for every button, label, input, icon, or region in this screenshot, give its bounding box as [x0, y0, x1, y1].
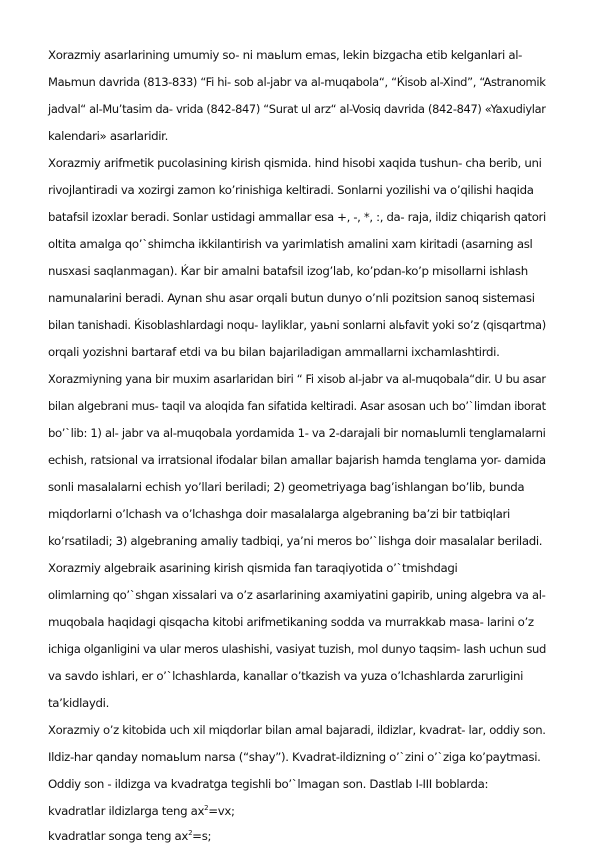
formula-text: =s;	[192, 829, 212, 843]
text-line: miqdorlarni o’lchash va o’lchashga doir masalalarga algebraning ba’zi bir tatbiqlari	[48, 507, 510, 521]
formula-line	[48, 829, 211, 843]
text-line: Xorazmiyning yana bir muxim asarlaridan biri “ Fi xisob al-jabr va al-muqobala“dir. U bu asar	[48, 372, 546, 386]
text-line: jadval“ al-Mu’tasim da- vrida (842-847) “Surat ul arz“ al-Vosiq davrida (842-847) «Yaxudiylar	[48, 102, 546, 116]
text-line: namunalarini beradi. Aynan shu asar orqali butun dunyo o’nli pozitsion sanoq sistemasi	[48, 291, 535, 305]
text-line: Maьmun davrida (813-833) “Fi hi- sob al-jabr va al-muqabola“, “Ќisob al-Xind”, “Astranomik	[48, 75, 546, 89]
text-line: oltita amalga qo’`shimcha ikkilantirish va yarimlatish amalini xam kiritadi (asarning asl	[48, 237, 533, 251]
text-line: Xorazmiy asarlarining umumiy so- ni maьlum emas, lekin bizgacha etib kelganlari al-	[48, 48, 523, 62]
formula-line	[48, 804, 235, 818]
text-line: ichiga olganligini va ular meros ulashishi, vasiyat tuzish, mol dunyo taqsim- lash uchun sud	[48, 642, 547, 656]
formula-text: =vx;	[208, 804, 235, 818]
text-line: ko’rsatiladi; 3) algebraning amaliy tadbiqi, ya’ni meros bo’`lishga doir masalalar beriladi.	[48, 534, 543, 548]
text-line: Xorazmiy arifmetik pucolasining kirish qismida. hind hisobi xaqida tushun- cha berib, uni	[48, 156, 542, 170]
formula-text: kvadratlar ildizlarga teng ax	[48, 804, 205, 818]
text-line: Xorazmiy o’z kitobida uch xil miqdorlar bilan amal bajaradi, ildizlar, kvadrat- lar, oddiy son.	[48, 723, 546, 737]
text-line: olimlarning qo’`shgan xissalari va o’z asarlarining axamiyatini gapirib, uning algebra va al-	[48, 588, 546, 602]
text-line: va savdo ishlari, er o’`lchashlarda, kanallar o’tkazish va yuza o’lchashlarda zarurligini	[48, 669, 524, 683]
text-line: ta’kidlaydi.	[48, 696, 110, 710]
text-line: nusxasi saqlanmagan). Ќar bir amalni batafsil izog’lab, ko’pdan-ko’p misollarni ishlash	[48, 264, 528, 278]
text-line: orqali yozishni bartaraf etdi va bu bilan bajariladigan ammallarni ixchamlashtirdi.	[48, 345, 500, 359]
text-line: batafsil izoxlar beradi. Sonlar ustidagi ammallar esa +, -, *, :, da- raja, ildiz chiqarish qatori	[48, 210, 546, 224]
text-line: sonli masalalarni echish yo’llari beriladi; 2) geometriyaga bag’ishlangan bo’lib, bunda	[48, 480, 525, 494]
formula-exponent: 2	[188, 829, 193, 837]
formula-exponent: 2	[204, 804, 209, 812]
text-line: bilan algebrani mus- taqil va aloqida fan sifatida keltiradi. Asar asosan uch bo’`limdan iborat	[48, 399, 546, 413]
text-line: bilan tanishadi. Ќisoblashlardagi noqu- layliklar, yaьni sonlarni alьfavit yoki so’z (qisqartma)	[48, 318, 546, 332]
text-line: Xorazmiy algebraik asarining kirish qismida fan taraqiyotida o’`tmishdagi	[48, 561, 458, 575]
formula-text: kvadratlar songa teng ax	[48, 829, 189, 843]
text-line: Oddiy son - ildizga va kvadratga tegishli bo’`lmagan son. Dastlab I-III boblarda:	[48, 777, 489, 791]
text-line: kalendari» asarlaridir.	[48, 129, 168, 143]
text-line: muqobala haqidagi qisqacha kitobi arifmetikaning sodda va murrakkab masa- larini o’z	[48, 615, 534, 629]
text-line: Ildiz-har qanday nomaьlum narsa (“shay”). Kvadrat-ildizning o’`zini o’`ziga ko’paytmasi.	[48, 750, 541, 764]
text-line: rivojlantiradi va xozirgi zamon ko’rinishiga keltiradi. Sonlarni yozilishi va o’qilishi haqida	[48, 183, 534, 197]
text-line: bo’`lib: 1) al- jabr va al-muqobala yordamida 1- va 2-darajali bir nomaьlumli tenglamalarni	[48, 426, 546, 440]
text-line: echish, ratsional va irratsional ifodalar bilan amallar bajarish hamda tenglama yor- damida	[48, 453, 546, 467]
